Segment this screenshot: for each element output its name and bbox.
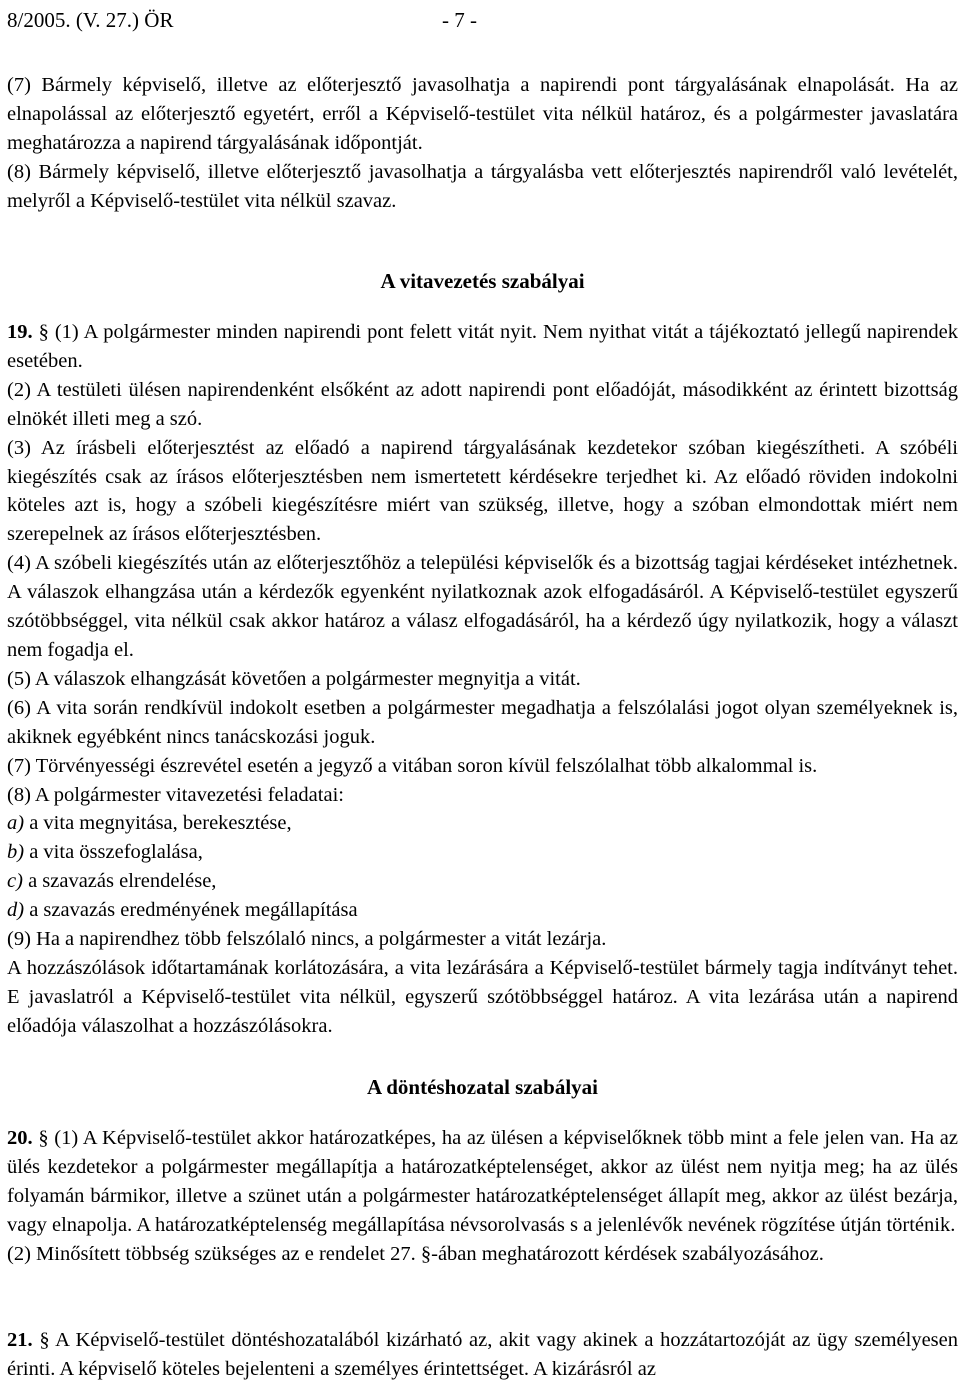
paragraph: (7) Bármely képviselő, illetve az előterjesztő javasolhatja a napirendi pont tárgyalásának elnapolását. Ha az elnapolással az előterjesztő egyetért, erről a Képviselő-testület vita nélkül határoz, és a polgármester javaslatára meghatározza a napirend tárgyalásának időpontját. — [7, 74, 958, 154]
heading-vitavezetes: A vitavezetés szabályai — [380, 269, 585, 293]
section-heading — [7, 1073, 958, 1101]
paragraph: (7) Törvényességi észrevétel esetén a jegyző a vitában soron kívül felszólalhat több alkalommal is. — [7, 754, 818, 777]
section-19 — [7, 318, 958, 1041]
list-item — [7, 809, 958, 838]
paragraph-text: A Képviselő-testület döntéshozatalából kizárható az, akit vagy akinek a hozzátartozóját az ügy személyesen érinti. A képviselő köteles bejelenteni a személyes érintettséget. A kizárásról az — [7, 1329, 959, 1380]
section-symbol: § — [39, 1329, 50, 1351]
paragraph-text: (1) A Képviselő-testület akkor határozatképes, ha az ülésen a képviselőknek több mint a fele jelen van. Ha az ülés kezdetekor a polgármester megállapítja a határozatképtelenséget, akkor az ülést nem nyitja meg; ha az ülés folyamán bármikor, illetve a szünet után a polgármester határozatképtelenséget állapít meg, akkor az ülést bezárja, vagy elnapolja. A határozatképtelenség megállapítása névsorolvasás s a jelenlévők nevének rögzítése útján történik. — [7, 1127, 959, 1236]
paragraph: (2) A testületi ülésen napirendenként elsőként az adott napirendi pont előadóját, másodikként az érintett bizottság elnökét illeti meg a szó. — [7, 378, 958, 430]
section-number: 19. — [7, 321, 33, 343]
page-header — [7, 8, 958, 36]
list-item — [7, 838, 958, 867]
paragraph: (2) Minősített többség szükséges az e rendelet 27. §-ában meghatározott kérdések szabályozásához. — [7, 1242, 824, 1265]
section-symbol: § — [38, 1127, 49, 1149]
item-text: a vita összefoglalása, — [24, 841, 203, 864]
item-text: a szavazás eredményének megállapítása — [24, 899, 358, 922]
heading-donteshozatal: A döntéshozatal szabályai — [366, 1075, 599, 1099]
section-heading — [7, 267, 958, 295]
page-number: - 7 - — [442, 8, 477, 32]
item-letter: d) — [7, 899, 25, 922]
paragraph-text: (1) A polgármester minden napirendi pont felett vitát nyit. Nem nyithat vitát a tájékoztató jellegű napirendek esetében. — [7, 321, 959, 372]
section-21 — [7, 1326, 958, 1384]
paragraph: (4) A szóbeli kiegészítés után az előterjesztőhöz a települési képviselők és a bizottság tagjai kérdéseket intézhetnek. A válaszok elhangzása után a kérdezők egyenként nyilatkoznak azok elfogadásáról. A Képviselő-testület egyszerű szótöbbséggel, vita nélkül csak akkor határoz a válasz elfogadásáról, ha a kérdező úgy nyilatkozik, hogy a választ nem fogadja el. — [7, 552, 958, 661]
list-item — [7, 896, 958, 925]
paragraph: (8) Bármely képviselő, illetve előterjesztő javasolhatja a tárgyalásba vett előterjesztés napirendről való levételét, melyről a Képviselő-testület vita nélkül szavaz. — [7, 160, 958, 212]
paragraph: (8) A polgármester vitavezetési feladatai: — [7, 783, 344, 806]
item-letter: b) — [7, 841, 25, 864]
item-letter: a) — [7, 812, 25, 835]
section-number: 21. — [7, 1329, 33, 1351]
item-text: a vita megnyitása, berekesztése, — [24, 812, 292, 835]
paragraph — [7, 318, 958, 376]
paragraph: (6) A vita során rendkívül indokolt esetben a polgármester megadhatja a felszólalási jogot olyan személyeknek is, akiknek egyébként nincs tanácskozási joguk. — [7, 696, 958, 748]
paragraph — [7, 1326, 958, 1384]
intro-paragraphs — [7, 71, 958, 216]
paragraph: (9) Ha a napirendhez több felszólaló nincs, a polgármester a vitát lezárja. — [7, 928, 607, 951]
item-text: a szavazás elrendelése, — [22, 870, 217, 893]
section-20 — [7, 1124, 958, 1269]
paragraph — [7, 1124, 958, 1240]
list-item — [7, 867, 958, 896]
item-letter: c) — [7, 870, 23, 893]
header-reference: 8/2005. (V. 27.) ÖR — [7, 8, 174, 32]
paragraph: A hozzászólások időtartamának korlátozására, a vita lezárására a Képviselő-testület bármely tagja indítványt tehet. E javaslatról a Képviselő-testület vita nélkül, egyszerű szótöbbséggel határoz. A vita lezárása után a napirend előadója válaszolhat a hozzászólásokra. — [7, 956, 958, 1037]
paragraph: (5) A válaszok elhangzását követően a polgármester megnyitja a vitát. — [7, 667, 581, 690]
paragraph: (3) Az írásbeli előterjesztést az előadó a napirend tárgyalásának kezdetekor szóban kiegészítheti. A szóbéli kiegészítés csak az írásos előterjesztésben nem ismertetett kérdésekre terjedhet ki. Az előadó röviden indokolni köteles azt is, hogy a szóbeli kiegészítésre miért van szükség, illetve, hogy a szóban elmondottak miért nem szerepelnek az írásos előterjesztésben. — [7, 436, 958, 546]
section-number: 20. — [7, 1127, 33, 1149]
section-symbol: § — [38, 321, 49, 343]
